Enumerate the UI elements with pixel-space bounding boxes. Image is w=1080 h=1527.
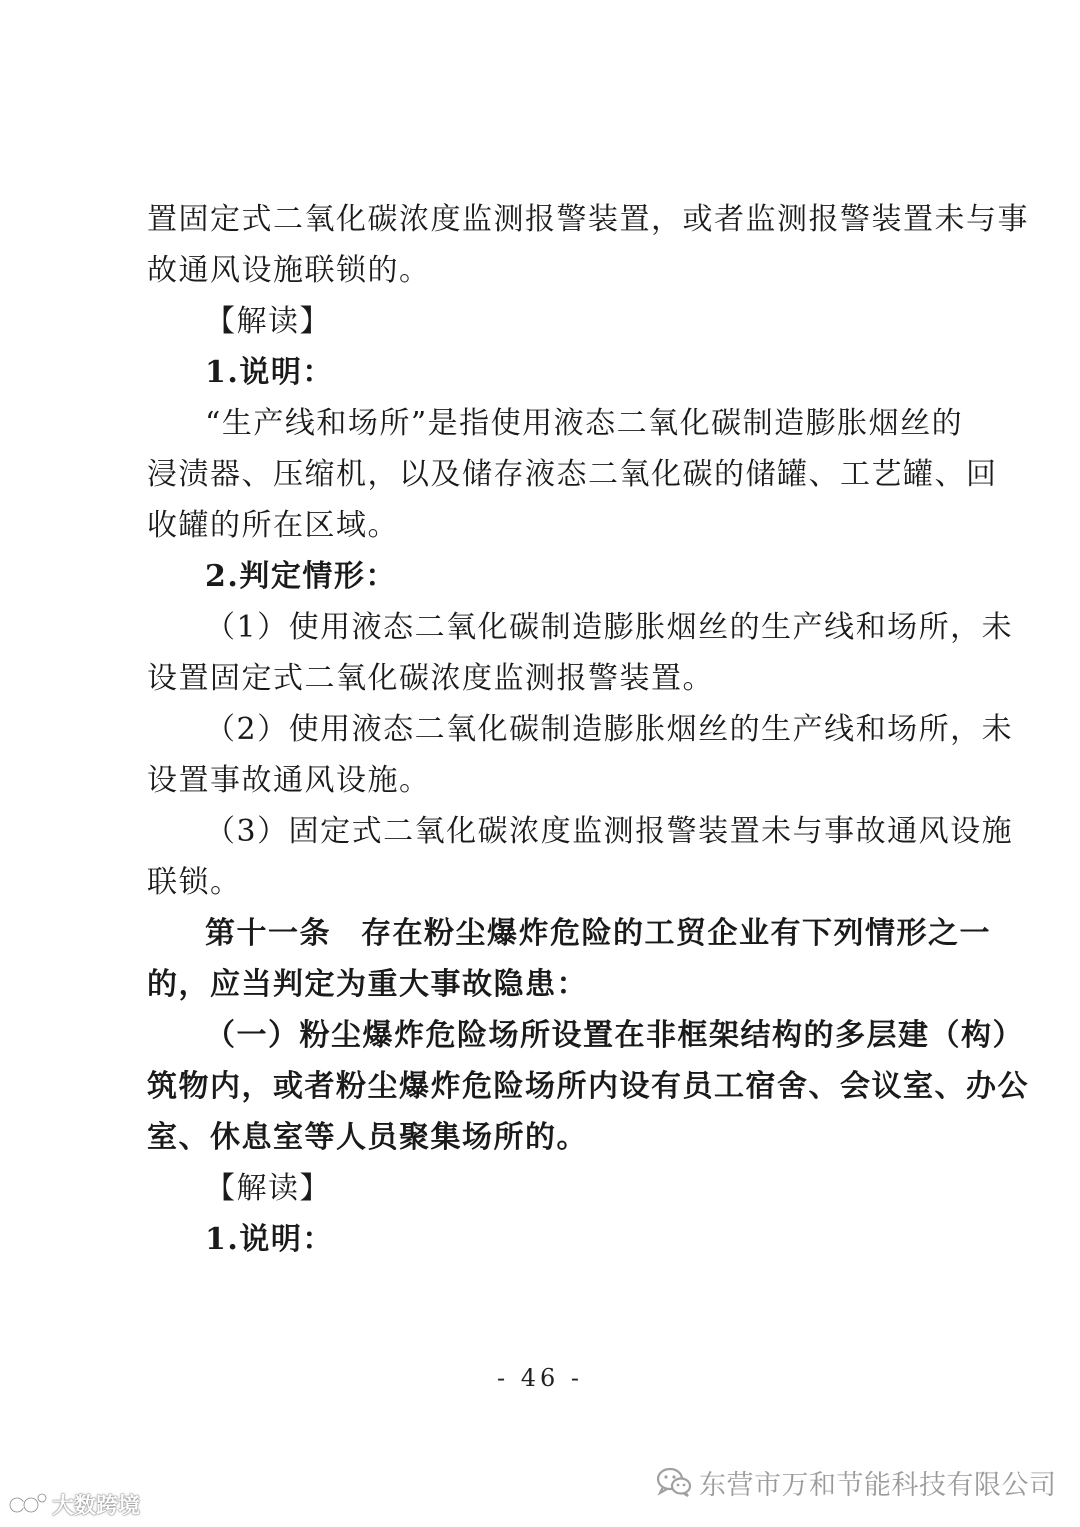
wechat-icon (655, 1465, 693, 1499)
list-item-line: 设置固定式二氧化碳浓度监测报警装置。 (147, 661, 714, 696)
watermark-account (655, 1462, 1057, 1502)
paragraph-line: “生产线和场所”是指使用液态二氧化碳制造膨胀烟丝的 (205, 406, 964, 441)
list-item-line: 设置事故通风设施。 (147, 763, 431, 798)
list-item-line: （2）使用液态二氧化碳制造膨胀烟丝的生产线和场所，未 (205, 712, 1014, 747)
paragraph-line: 浸渍器、压缩机，以及储存液态二氧化碳的储罐、工艺罐、回 (147, 457, 998, 492)
paragraph-line: 故通风设施联锁的。 (147, 253, 431, 288)
paragraph-line: 置固定式二氧化碳浓度监测报警装置，或者监测报警装置未与事 (147, 202, 1029, 237)
watermark-account-name: 东营市万和节能科技有限公司 (699, 1469, 1057, 1501)
section-label: 【解读】 (205, 1171, 331, 1206)
section-label: 【解读】 (205, 304, 331, 339)
subsection-heading: 2.判定情形： (205, 559, 397, 594)
clause-line: 室、休息室等人员聚集场所的。 (147, 1120, 588, 1155)
article-text: 的，应当判定为重大事故隐患： (147, 967, 588, 1002)
article-text: 存在粉尘爆炸危险的工贸企业有下列情形之一 (361, 916, 991, 951)
subsection-heading: 1.说明： (205, 1222, 334, 1257)
list-item-line: （1）使用液态二氧化碳制造膨胀烟丝的生产线和场所，未 (205, 610, 1014, 645)
article-heading: 第十一条 (205, 916, 331, 951)
watermark-source (8, 1488, 140, 1520)
subsection-heading: 1.说明： (205, 355, 334, 390)
page-number: - 46 - (496, 1364, 583, 1392)
paragraph-line: 收罐的所在区域。 (147, 508, 399, 543)
article-line (205, 914, 1005, 954)
list-item-line: 联锁。 (147, 865, 242, 900)
clause-line: （一）粉尘爆炸危险场所设置在非框架结构的多层建（构） (205, 1018, 1024, 1053)
weibo-icon (8, 1490, 48, 1518)
list-item-line: （3）固定式二氧化碳浓度监测报警装置未与事故通风设施 (205, 814, 1014, 849)
watermark-source-name: 大数跨境 (52, 1493, 141, 1519)
clause-line: 筑物内，或者粉尘爆炸危险场所内设有员工宿舍、会议室、办公 (147, 1069, 1029, 1104)
